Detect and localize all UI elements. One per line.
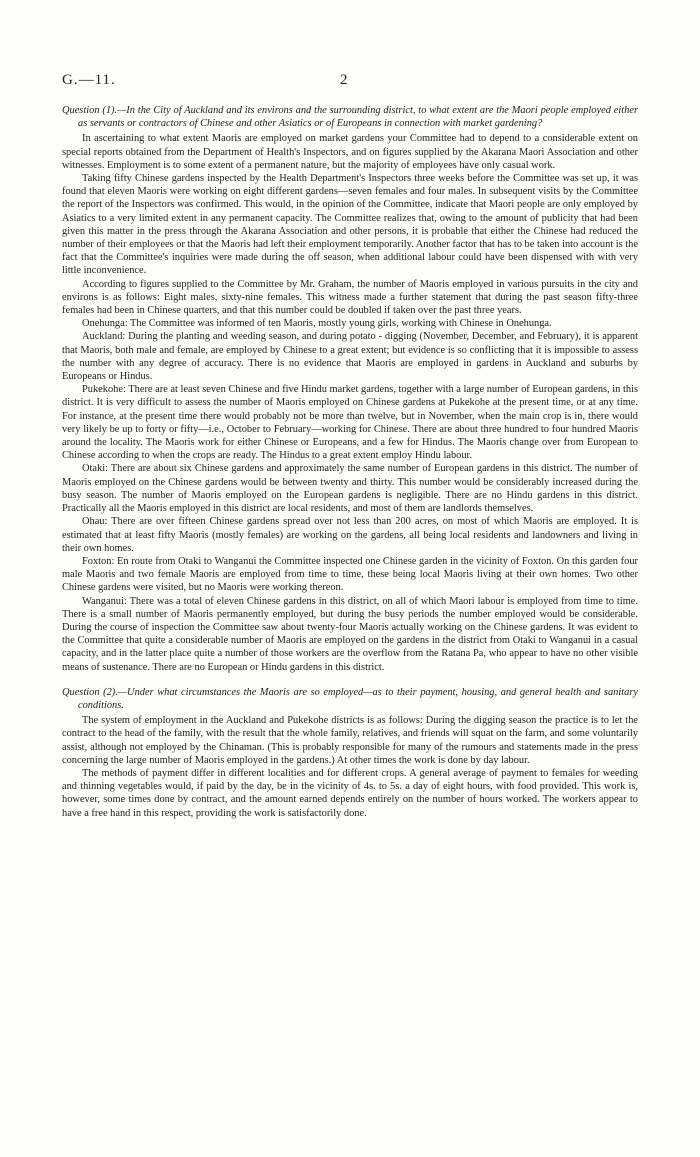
paragraph-otaki: Otaki: There are about six Chinese gardens and approximately the same number of European gardens in this district. The number of Maoris employed on the Chinese gardens would be between twenty and thirty. This number would be considerably increased during the busy season. The number of Maoris employed on the European gardens is negligible. There are no Hindu gardens in this district. Practically all the Maoris employed in this district are local residents, and most of them are landlords themselves. xyxy=(62,463,638,515)
paragraph-wanganui: Wanganui: There was a total of eleven Chinese gardens in this district, on all of which Maori labour is employed from time to time. There is a small number of Maoris permanently employed, but during the busy periods the number employed would be considerable. During the course of inspection the Committee saw about twenty-four Maoris actually working on the Chinese gardens. It was evident to the Committee that quite a considerable number of Maoris are employed on the gardens in the district from Otaki to Wanganui in a casual capacity, and in the latter place quite a number of those workers are the overflow from the Ratana Pa, who appear to have no other visible means of sustenance. There are no European or Hindu gardens in this district. xyxy=(62,595,638,673)
paragraph-foxton: Foxton: En route from Otaki to Wanganui the Committee inspected one Chinese garden in the vicinity of Foxton. On this garden four male Maoris and two female Maoris are employed from time to time, these being local Maoris living at their own homes. Two other Chinese gardens were visited, but no Maoris were working thereon. xyxy=(62,555,638,594)
paragraph-onehunga: Onehunga: The Committee was informed of ten Maoris, mostly young girls, working with Chinese in Onehunga. xyxy=(82,318,552,330)
paragraph-graham-figures: According to figures supplied to the Committee by Mr. Graham, the number of Maoris employed in various pursuits in the city and environs is as follows: Eight males, sixty-nine females. This witness made a further statement that during the past season fifty-three females had been in Chinese quarters, and that this number could be doubled if taken over the past three years. xyxy=(62,278,638,317)
paragraph-inspection: Taking fifty Chinese gardens inspected by the Health Department's Inspectors three weeks before the Committee was set up, it was found that eleven Maoris were working on eight different gardens—seven females and four males. In subsequent visits by the Committee the report of the Inspectors was confirmed. This would, in the opinion of the Committee, indicate that Maori people are only employed by Asiatics to a very limited extent in any permanent capacity. The Committee realizes that, owing to the amount of publicity that had been given this matter in the press through the Akarana Association and other persons, it is probable that either the Chinese had reduced the number of their employees or that the Maoris had left their employment temporarily. Another factor that has to be taken into account is the fact that the Committee's inquiries were made during the off season, when additional labour could have been dispensed with with very little inconvenience. xyxy=(62,173,638,277)
paragraph-employment-system: The system of employment in the Auckland and Pukekohe districts is as follows: During the digging season the practice is to let the contract to the head of the family, with the result that the whole family, relatives, and friends will squat on the farm, and some voluntarily assist, although not employed by the Chinaman. (This is probably responsible for many of the rumours and statements made in the press concerning the large number of Maoris employed in the gardens.) At other times the work is done by day labour. xyxy=(62,715,638,766)
document-body xyxy=(62,104,638,820)
question-2-heading: Question (2).—Under what circumstances the Maoris are so employed—as to their payment, housing, and general health and sanitary conditions. xyxy=(62,686,638,711)
paragraph-method: In ascertaining to what extent Maoris are employed on market gardens your Committee had to depend to a considerable extent on special reports obtained from the Department of Health's Inspectors, and on figures supplied by the Akarana Maori Association and other witnesses. Employment is to some extent of a permanent nature, but the majority of employees have only casual work. xyxy=(62,133,638,171)
question-1-heading: Question (1).—In the City of Auckland and its environs and the surrounding district, to what extent are the Maori people employed either as servants or contractors of Chinese and other Asiatics or of Europeans in connection with market gardening? xyxy=(62,105,638,130)
paragraph-pukekohe: Pukekohe: There are at least seven Chinese and five Hindu market gardens, together with a large number of European gardens, in this district. It is very difficult to assess the number of Maoris employed on Chinese gardens at Pukekohe at the present time, or at any time. For instance, at the present time there would probably not be more than twelve, but in November, when the main crop is in, there would very likely be up to forty or fifty—i.e., October to February—working for Chinese. There are about three hundred to four hundred Maoris around the locality. The Maoris work for either Chinese or Europeans, and a few for Hindus. The Maoris change over from European to Chinese according to when the crops are ready. The Hindus to a great extent employ Hindu labour. xyxy=(62,384,638,462)
paragraph-auckland: Auckland: During the planting and weeding season, and during potato - digging (November, December, and February), it is apparent that Maoris, both male and female, are employed by Chinese to a great extent; but evidence is so conflicting that it is impossible to assess the number with any degree of accuracy. There is no evidence that Maoris are employed in gardens in Auckland and suburbs by Europeans or Hindus. xyxy=(62,331,638,383)
document-reference: G.—11. xyxy=(62,72,116,88)
page-header xyxy=(62,72,638,92)
paragraph-ohau: Ohau: There are over fifteen Chinese gardens spread over not less than 200 acres, on most of which Maoris are employed. It is estimated that at least fifty Maoris (mostly females) are working on the gardens, all being local residents and landowners and living in their own homes. xyxy=(62,516,638,554)
paragraph-payment-methods: The methods of payment differ in different localities and for different crops. A general average of payment to females for weeding and thinning vegetables would, if paid by the day, be in the vicinity of 4s. to 5s. a day of eight hours, with food provided. This work is, however, some times done by contract, and the amount earned depends entirely on the number of hours worked. The workers appear to have a free hand in this respect, providing the work is satisfactorily done. xyxy=(62,767,638,819)
page-number: 2 xyxy=(340,72,348,88)
